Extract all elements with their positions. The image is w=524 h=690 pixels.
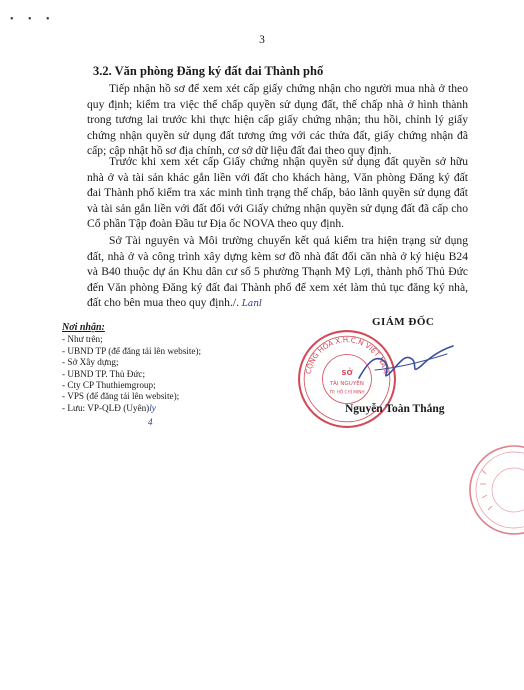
handwritten-mark: 4 xyxy=(148,417,153,427)
recipient-item: - Cty CP Thuthiemgroup; xyxy=(62,380,156,391)
signer-name: Nguyễn Toàn Thắng xyxy=(345,403,445,415)
recipient-item-text: - Lưu: VP-QLĐ (Uyên) xyxy=(62,402,150,413)
recipient-item xyxy=(62,403,292,414)
paragraph-1: Tiếp nhận hồ sơ để xem xét cấp giấy chứng nhận cho người mua nhà ở theo quy định; kiểm tra việc thế chấp quyền sử dụng đất, thế chấp nhà ở hình thành trong tương lai trước khi thực hiện cấp giấy chứng nhận; thu hồi, chỉnh lý giấy chứng nhận quyền sử dụng đất tương ứng với các thửa đất, giấy chứng nhận đã cấp; cập nhật hồ sơ địa chính, cơ sở dữ liệu đất đai theo quy định. xyxy=(87,82,468,158)
recipient-item: - Sở Xây dựng; xyxy=(62,357,119,368)
recipient-item: - UBND TP (để đăng tải lên website); xyxy=(62,345,202,356)
seal-center-text: SỞ xyxy=(341,367,353,377)
page-number: 3 xyxy=(259,34,265,46)
seal-center-text: TP. HỒ CHÍ MINH xyxy=(329,390,365,396)
recipient-item: - Như trên; xyxy=(62,334,103,345)
recipients-title: Nơi nhận: xyxy=(62,322,105,333)
recipient-item: - VPS (để đăng tải lên website); xyxy=(62,391,180,402)
signature xyxy=(355,340,455,390)
handwritten-initial: Lanl xyxy=(241,299,262,310)
paragraph-3 xyxy=(87,233,468,313)
seal-center-text: TÀI NGUYÊN xyxy=(330,381,364,388)
recipients-block xyxy=(62,322,292,414)
seal-outer-text: CỘNG HÒA X.H.C.N VIỆT NAM xyxy=(303,335,391,375)
handwritten-initial: ly xyxy=(149,402,156,413)
signer-title: GIÁM ĐỐC xyxy=(372,316,435,328)
section-heading: 3.2. Văn phòng Đăng ký đất đai Thành phố xyxy=(93,64,324,78)
paragraph-2: Trước khi xem xét cấp Giấy chứng nhận quyền sử dụng đất quyền sở hữu nhà ở và tài sản khác gắn liền với đất cho khách hàng, Văn phòng Đăng ký đất đai Thành phố kiểm tra xác minh tình trạng thế chấp, bảo lãnh quyền sử dụng đất và tài sản gắn liền với đất đối với Giấy chứng nhận quyền sử dụng đất đã cấp cho Cổ phần Tập đoàn Đầu tư Địa ốc NOVA theo quy định. xyxy=(87,155,468,231)
corner-marks: • • • xyxy=(10,14,56,25)
partial-seal-edge xyxy=(452,440,524,540)
recipient-item: - UBND TP. Thủ Đức; xyxy=(62,368,145,379)
paragraph-3-text: Sở Tài nguyên và Môi trường chuyển kết quả kiểm tra hiện trạng sử dụng đất, nhà ở và công trình xây dựng kèm sơ đồ nhà đất đối căn nhà ở ký hiệu B24 và B40 thuộc dự án Khu dân cư số 5 phường Thạnh Mỹ Lợi, thành phố Thủ Đức đến Văn phòng Đăng ký đất đai Thành phố để xem xét làm thủ tục đăng ký nhà, đất cho bên mua theo quy định./. xyxy=(87,234,468,310)
